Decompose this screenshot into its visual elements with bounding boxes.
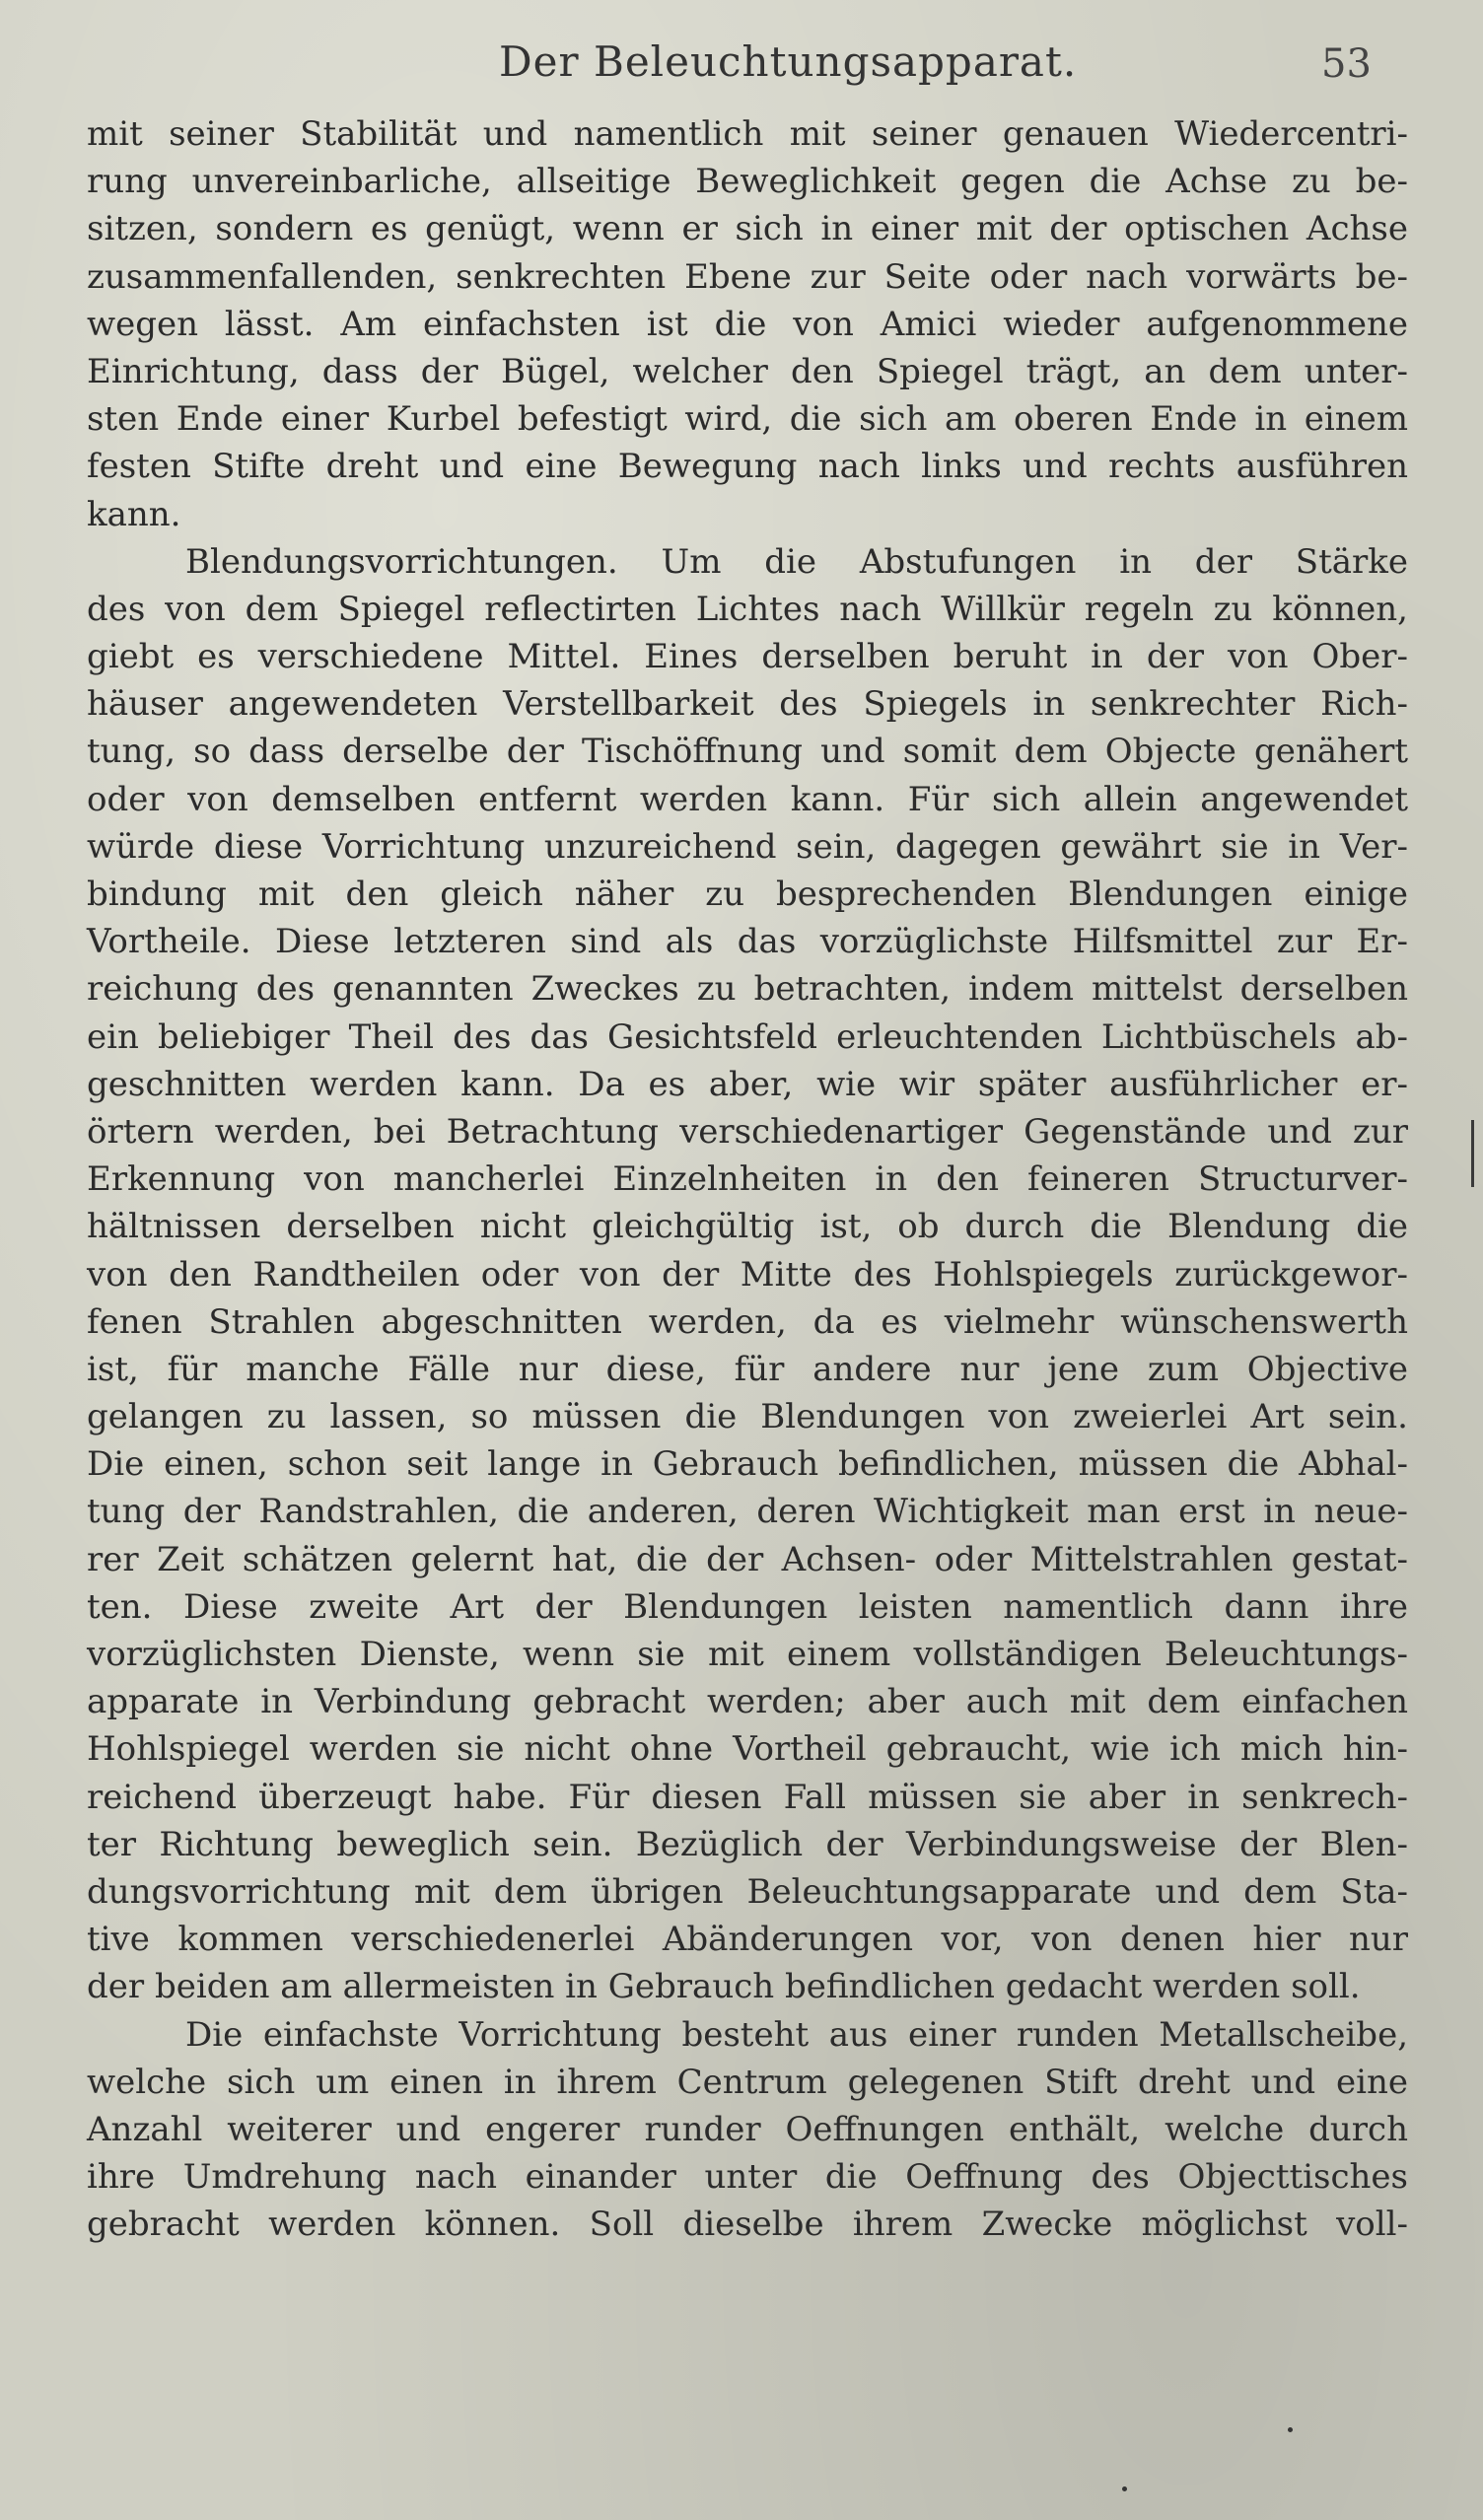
text-line: des von dem Spiegel reflectirten Lichtes nach Willkür regeln zu können, xyxy=(87,589,1408,629)
text-line: vorzüglichsten Dienste, wenn sie mit einem vollständigen Beleuchtungs- xyxy=(87,1635,1408,1674)
text-line: apparate in Verbindung gebracht werden; aber auch mit dem einfachen xyxy=(87,1682,1408,1722)
text-line: hältnissen derselben nicht gleichgültig ist, ob durch die Blendung die xyxy=(87,1207,1408,1247)
page-number: 53 xyxy=(1321,41,1372,87)
running-title: Der Beleuchtungsapparat. xyxy=(499,37,1078,86)
text-line: ter Richtung beweglich sein. Bezüglich der Verbindungsweise der Blen- xyxy=(87,1824,1408,1864)
text-line: Einrichtung, dass der Bügel, welcher den Spiegel trägt, an dem unter- xyxy=(87,351,1408,391)
text-line: häuser angewendeten Verstellbarkeit des Spiegels in senkrechter Rich- xyxy=(87,684,1408,725)
text-line: tive kommen verschiedenerlei Abänderungen vor, von denen hier nur xyxy=(87,1920,1408,1960)
text-line: würde diese Vorrichtung unzureichend sein, dagegen gewährt sie in Ver- xyxy=(87,826,1408,867)
text-line: der beiden am allermeisten in Gebrauch befindlichen gedacht werden soll. xyxy=(87,1967,1361,2007)
section-heading-line: Blendungsvorrichtungen. Um die Abstufungen in der Stärke xyxy=(185,541,1408,582)
text-line: dungsvorrichtung mit dem übrigen Beleuchtungsapparate und dem Sta- xyxy=(87,1871,1408,1912)
text-line: Vortheile. Diese letzteren sind als das vorzüglichste Hilfsmittel zur Er- xyxy=(87,922,1408,962)
margin-mark xyxy=(1471,1120,1474,1187)
text-line: giebt es verschiedene Mittel. Eines derselben beruht in der von Ober- xyxy=(87,637,1408,677)
text-line: ist, für manche Fälle nur diese, für andere nur jene zum Objective xyxy=(87,1349,1408,1389)
text-line: rung unvereinbarliche, allseitige Beweglichkeit gegen die Achse zu be- xyxy=(87,162,1408,202)
text-line: bindung mit den gleich näher zu besprechenden Blendungen einige xyxy=(87,875,1408,914)
ink-spot xyxy=(1288,2427,1293,2432)
text-line: Anzahl weiterer und engerer runder Oeffnungen enthält, welche durch xyxy=(87,2109,1408,2149)
text-line: sitzen, sondern es genügt, wenn er sich in einer mit der optischen Achse xyxy=(87,209,1408,249)
text-line: gebracht werden können. Soll dieselbe ihrem Zwecke möglichst voll- xyxy=(87,2205,1408,2245)
text-line: geschnitten werden kann. Da es aber, wie wir später ausführlicher er- xyxy=(87,1064,1408,1104)
text-line: Erkennung von mancherlei Einzelnheiten in den feineren Structurver- xyxy=(87,1159,1408,1200)
ink-spot xyxy=(1122,2486,1127,2491)
text-line: gelangen zu lassen, so müssen die Blendungen von zweierlei Art sein. xyxy=(87,1397,1408,1437)
text-line: örtern werden, bei Betrachtung verschiedenartiger Gegenstände und zur xyxy=(87,1111,1408,1152)
text-line: Hohlspiegel werden sie nicht ohne Vortheil gebraucht, wie ich mich hin- xyxy=(87,1729,1408,1770)
text-line: von den Randtheilen oder von der Mitte des Hohlspiegels zurückgewor- xyxy=(87,1254,1408,1295)
text-line: festen Stifte dreht und eine Bewegung nach links und rechts ausführen xyxy=(87,447,1408,487)
text-line: sten Ende einer Kurbel befestigt wird, die sich am oberen Ende in einem xyxy=(87,399,1408,440)
text-line: ten. Diese zweite Art der Blendungen leisten namentlich dann ihre xyxy=(87,1586,1408,1627)
text-line: welche sich um einen in ihrem Centrum gelegenen Stift dreht und eine xyxy=(87,2062,1408,2102)
text-line: Die einfachste Vorrichtung besteht aus einer runden Metallscheibe, xyxy=(185,2014,1408,2055)
text-line: reichend überzeugt habe. Für diesen Fall müssen sie aber in senkrech- xyxy=(87,1777,1408,1817)
text-line: Die einen, schon seit lange in Gebrauch befindlichen, müssen die Abhal- xyxy=(87,1444,1408,1485)
text-line: tung, so dass derselbe der Tischöffnung und somit dem Objecte genähert xyxy=(87,732,1408,772)
text-line: ihre Umdrehung nach einander unter die Oeffnung des Objecttisches xyxy=(87,2157,1408,2198)
text-line: ein beliebiger Theil des das Gesichtsfeld erleuchtenden Lichtbüschels ab- xyxy=(87,1016,1408,1057)
text-line: zusammenfallenden, senkrechten Ebene zur Seite oder nach vorwärts be- xyxy=(87,256,1408,297)
running-head xyxy=(0,37,1483,97)
text-line: tung der Randstrahlen, die anderen, deren Wichtigkeit man erst in neue- xyxy=(87,1492,1408,1532)
body-text xyxy=(87,110,1408,2248)
text-line: fenen Strahlen abgeschnitten werden, da es vielmehr wünschenswerth xyxy=(87,1301,1408,1342)
text-line: oder von demselben entfernt werden kann. Für sich allein angewendet xyxy=(87,779,1408,819)
text-line: rer Zeit schätzen gelernt hat, die der Achsen- oder Mittelstrahlen gestat- xyxy=(87,1539,1408,1579)
text-line: mit seiner Stabilität und namentlich mit seiner genauen Wiedercentri- xyxy=(87,114,1408,154)
text-line: reichung des genannten Zweckes zu betrachten, indem mittelst derselben xyxy=(87,969,1408,1010)
text-line: kann. xyxy=(87,494,181,534)
text-line: wegen lässt. Am einfachsten ist die von Amici wieder aufgenommene xyxy=(87,304,1408,344)
